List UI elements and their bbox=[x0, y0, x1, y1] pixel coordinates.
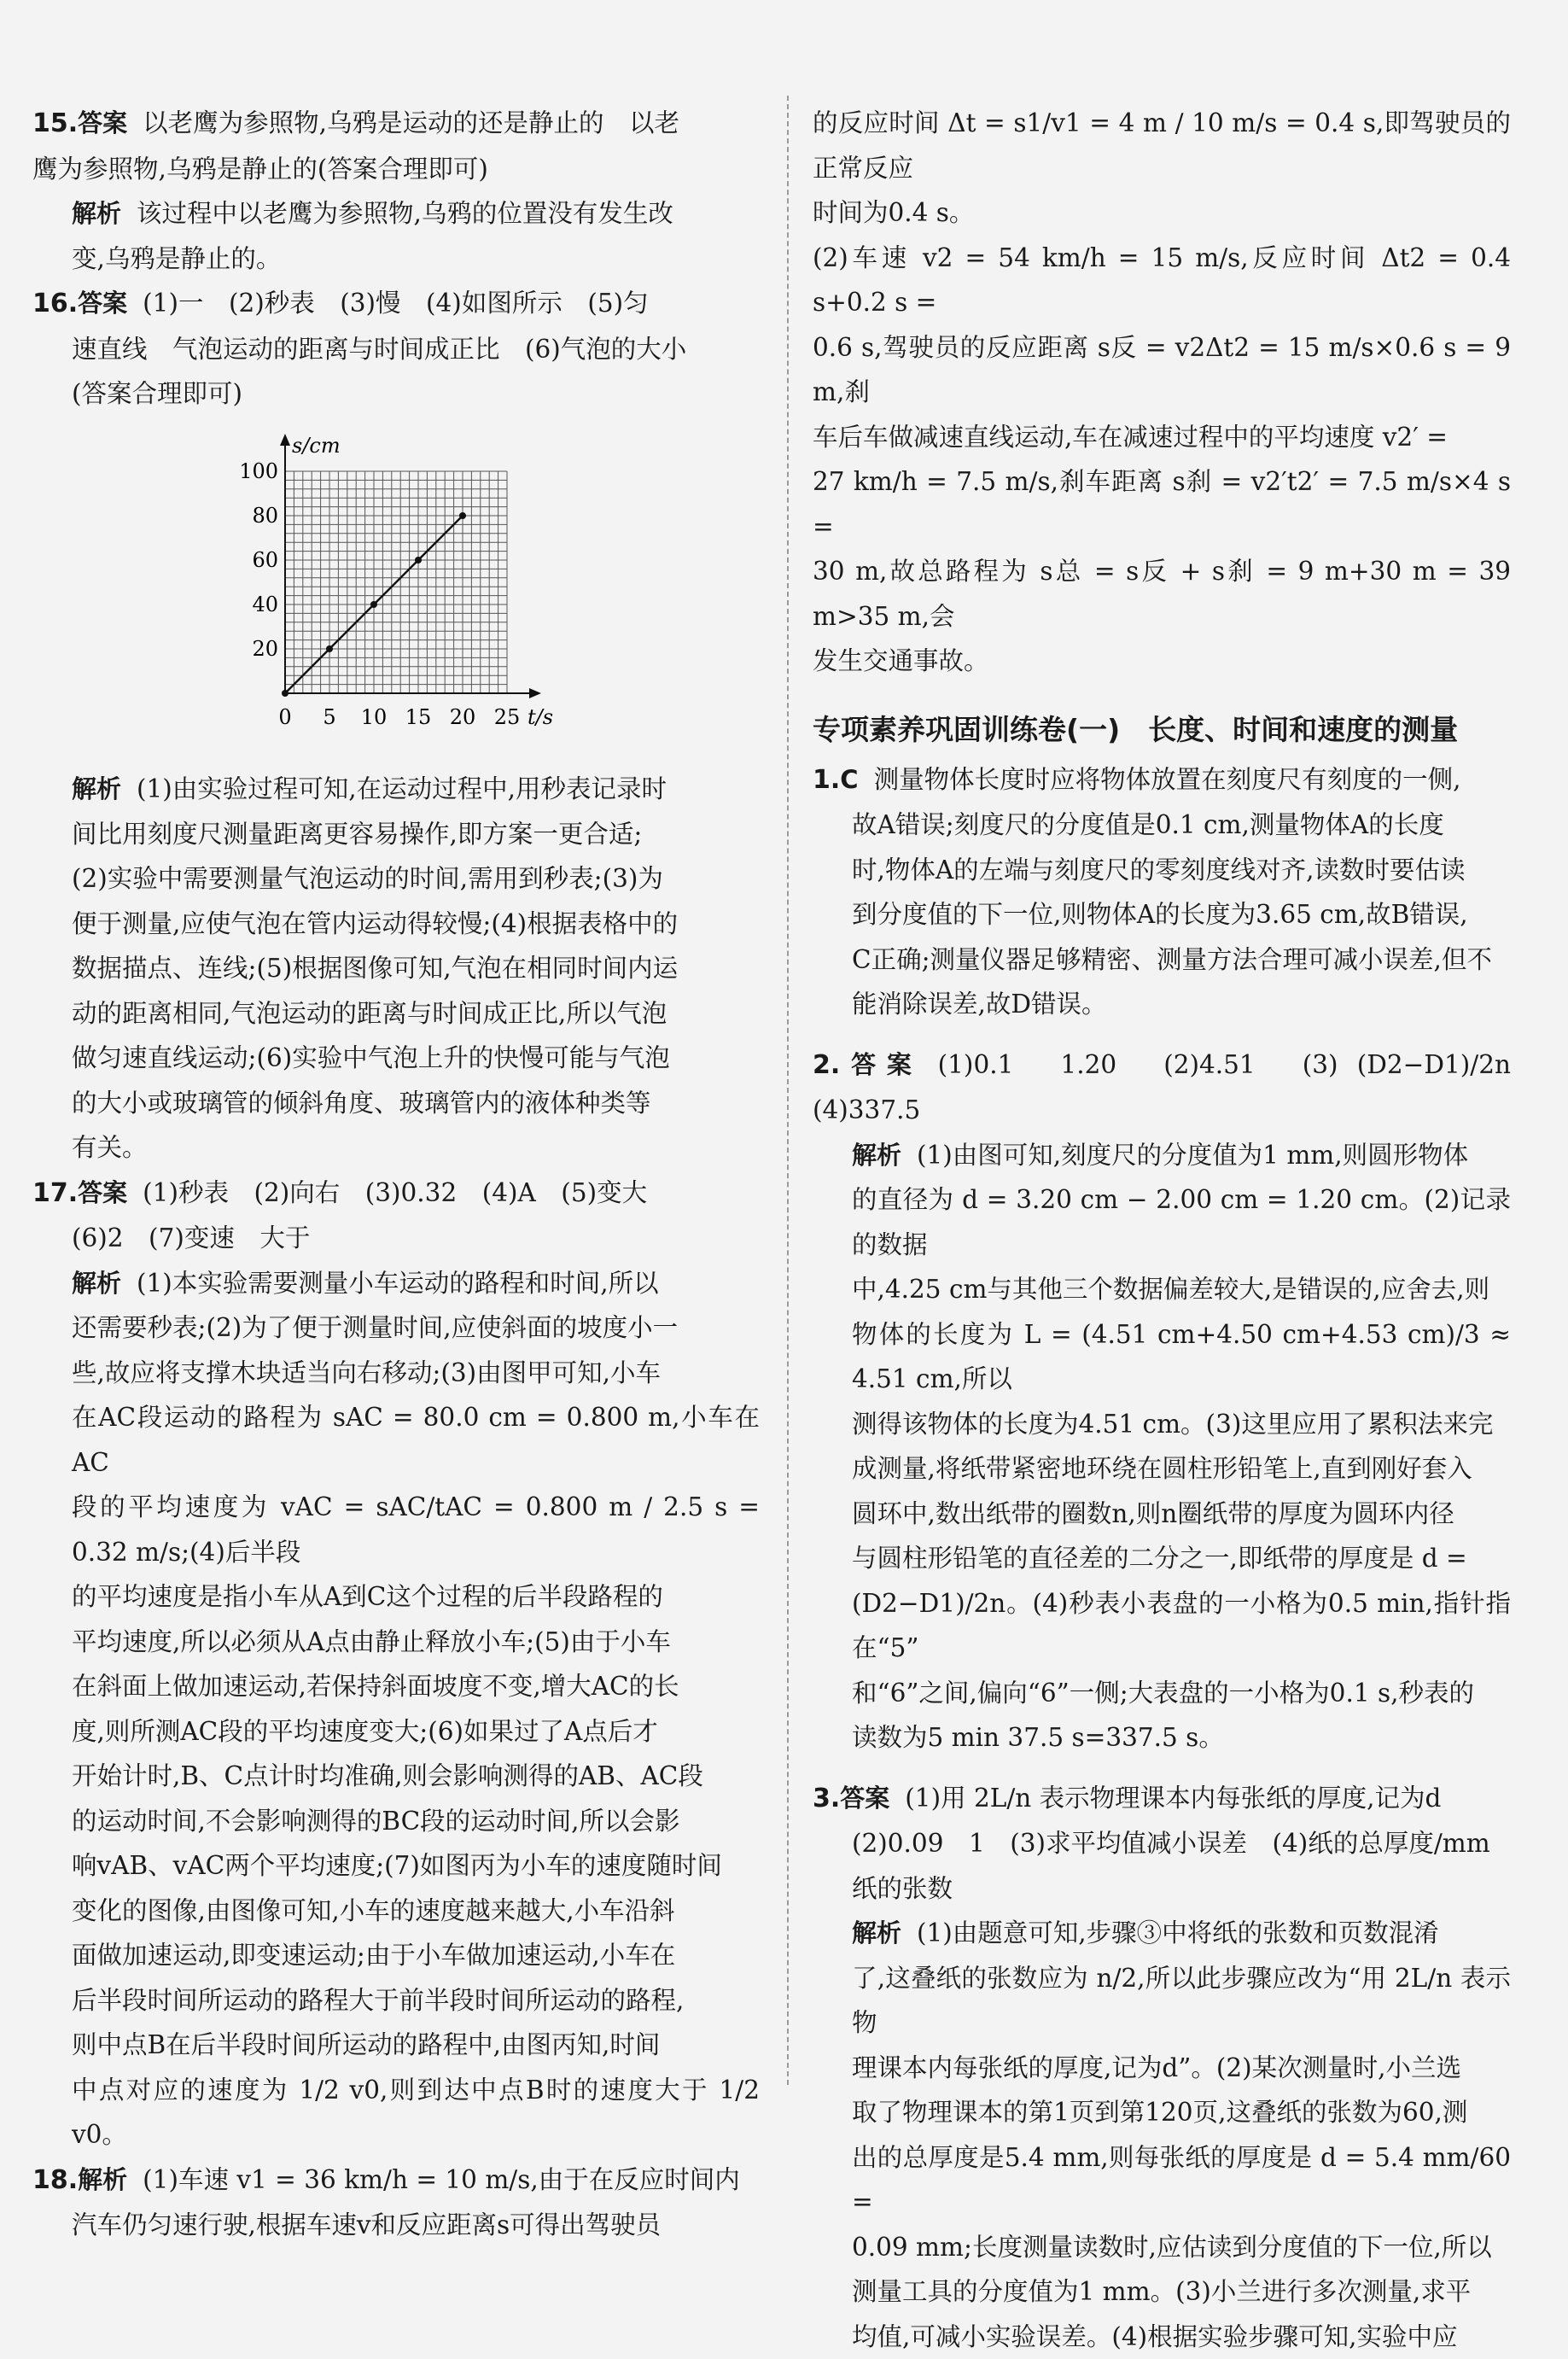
s3-analysis-label: 解析 bbox=[852, 1918, 901, 1947]
q18-continued-line: 的反应时间 Δt = s1/v1 = 4 m / 10 m/s = 0.4 s,即驾驶员的正常反应 bbox=[813, 101, 1511, 190]
s1-line: 时,物体A的左端与刻度尺的零刻度线对齐,读数时要估读 bbox=[813, 848, 1511, 893]
x-tick-label: 10 bbox=[361, 705, 388, 729]
q16-answer-line-1: (1)一 (2)秒表 (3)慢 (4)如图所示 (5)匀 bbox=[143, 289, 648, 318]
s3-analysis-line: 理课本内每张纸的厚度,记为d”。(2)某次测量时,小兰选 bbox=[813, 2046, 1511, 2091]
y-tick-label: 40 bbox=[252, 593, 278, 616]
q17-analysis-line: 在AC段运动的路程为 sAC = 80.0 cm = 0.800 m,小车在AC bbox=[32, 1395, 760, 1485]
s2-analysis-line: 成测量,将纸带紧密地环绕在圆柱形铅笔上,直到刚好套入 bbox=[813, 1446, 1511, 1492]
q16-analysis-line: 的大小或玻璃管的倾斜角度、玻璃管内的液体种类等 bbox=[32, 1081, 760, 1126]
spacer bbox=[813, 1027, 1511, 1042]
q16-answer-line-3: (答案合理即可) bbox=[32, 371, 760, 417]
data-point bbox=[282, 690, 289, 697]
q16-answer bbox=[32, 281, 760, 327]
section-title: 专项素养巩固训练卷(一) 长度、时间和速度的测量 bbox=[813, 706, 1511, 754]
q18-continued-line: 0.6 s,驾驶员的反应距离 s反 = v2Δt2 = 15 m/s×0.6 s = 9 m,刹 bbox=[813, 325, 1511, 415]
s3-answer-line-3: 纸的张数 bbox=[813, 1866, 1511, 1912]
right-column bbox=[813, 101, 1511, 2359]
s3-analysis-line: (1)由题意可知,步骤③中将纸的张数和页数混淆 bbox=[917, 1918, 1439, 1947]
q17-answer bbox=[32, 1171, 760, 1217]
s1-line: 故A错误;刻度尺的分度值是0.1 cm,测量物体A的长度 bbox=[813, 803, 1511, 848]
s1-line: C正确;测量仪器足够精密、测量方法合理可减小误差,但不 bbox=[813, 937, 1511, 983]
q18-continued-line: 27 km/h = 7.5 m/s,刹车距离 s刹 = v2′t2′ = 7.5 m/s×4 s = bbox=[813, 459, 1511, 549]
q15-analysis-line-1: 该过程中以老鹰为参照物,乌鸦的位置没有发生改 bbox=[137, 199, 673, 228]
s3-answer-label: 答案 bbox=[840, 1784, 889, 1813]
q17-analysis-label: 解析 bbox=[72, 1269, 121, 1298]
y-axis-label: s/cm bbox=[292, 434, 341, 458]
q15-answer-label: 答案 bbox=[78, 108, 127, 137]
q17-analysis-line: 度,则所测AC段的平均速度变大;(6)如果过了A点后才 bbox=[32, 1709, 760, 1755]
q15-number: 15. bbox=[32, 108, 78, 138]
data-point bbox=[370, 601, 377, 608]
y-tick-label: 80 bbox=[252, 504, 278, 528]
q17-analysis-line: 在斜面上做加速运动,若保持斜面坡度不变,增大AC的长 bbox=[32, 1664, 760, 1709]
column-divider bbox=[787, 96, 789, 2085]
q18-continued-line: 车后车做减速直线运动,车在减速过程中的平均速度 v2′ = bbox=[813, 415, 1511, 460]
q17-analysis-line: 段的平均速度为 vAC = sAC/tAC = 0.800 m / 2.5 s = 0.32 m/s;(4)后半段 bbox=[32, 1485, 760, 1574]
s2-analysis-line: 测得该物体的长度为4.51 cm。(3)这里应用了累积法来完 bbox=[813, 1402, 1511, 1447]
s3-answer-line-1: (1)用 2L/n 表示物理课本内每张纸的厚度,记为d bbox=[905, 1784, 1441, 1813]
s2-analysis-line: 物体的长度为 L = (4.51 cm+4.50 cm+4.53 cm)/3 ≈ 4.51 cm,所以 bbox=[813, 1312, 1511, 1402]
q16-analysis-line: (1)由实验过程可知,在运动过程中,用秒表记录时 bbox=[137, 774, 667, 803]
s1-line: 到分度值的下一位,则物体A的长度为3.65 cm,故B错误, bbox=[813, 892, 1511, 937]
q18-number: 18. bbox=[32, 2165, 78, 2195]
x-axis-arrow bbox=[529, 688, 541, 698]
q16-analysis-line: 间比用刻度尺测量距离更容易操作,即方案一更合适; bbox=[32, 812, 760, 857]
s3-answer bbox=[813, 1776, 1511, 1822]
q17-answer-line-1: (1)秒表 (2)向右 (3)0.32 (4)A (5)变大 bbox=[143, 1178, 647, 1207]
q16-analysis-line: (2)实验中需要测量气泡运动的时间,需用到秒表;(3)为 bbox=[32, 856, 760, 902]
s1-line: 能消除误差,故D错误。 bbox=[813, 982, 1511, 1027]
s3-answer-line-2: (2)0.09 1 (3)求平均值减小误差 (4)纸的总厚度/mm bbox=[813, 1821, 1511, 1866]
x-axis-label: t/s bbox=[528, 705, 553, 729]
q15-answer-line-1: 以老鹰为参照物,乌鸦是运动的还是静止的 以老 bbox=[143, 108, 679, 137]
s2-analysis-line: 中,4.25 cm与其他三个数据偏差较大,是错误的,应舍去,则 bbox=[813, 1267, 1511, 1312]
s3-analysis-line: 0.09 mm;长度测量读数时,应估读到分度值的下一位,所以 bbox=[813, 2225, 1511, 2270]
s3-analysis-line: 了,这叠纸的张数应为 n/2,所以此步骤应改为“用 2L/n 表示物 bbox=[813, 1956, 1511, 2046]
x-tick-label: 20 bbox=[450, 705, 476, 729]
q17-analysis-line: 响vAB、vAC两个平均速度;(7)如图丙为小车的速度随时间 bbox=[32, 1843, 760, 1889]
s3-analysis-line: 出的总厚度是5.4 mm,则每张纸的厚度是 d = 5.4 mm/60 = bbox=[813, 2135, 1511, 2225]
s1-answer-choice: C bbox=[840, 765, 858, 794]
s2-answer-label: 答案 bbox=[840, 1050, 922, 1079]
q17-analysis-line: 后半段时间所运动的路程大于前半段时间所运动的路程, bbox=[32, 1978, 760, 2023]
q17-answer-label: 答案 bbox=[78, 1178, 127, 1207]
s2-analysis-line: 圆环中,数出纸带的圈数n,则n圈纸带的厚度为圆环内径 bbox=[813, 1492, 1511, 1537]
q17-analysis-line: 开始计时,B、C点计时均准确,则会影响测得的AB、AC段 bbox=[32, 1754, 760, 1799]
s3-analysis bbox=[813, 1911, 1511, 1956]
s2-answer bbox=[813, 1042, 1511, 1133]
x-tick-label: 0 bbox=[278, 705, 291, 729]
q18-continued-line: 发生交通事故。 bbox=[813, 639, 1511, 684]
x-tick-label: 25 bbox=[494, 705, 521, 729]
q15-analysis-label: 解析 bbox=[72, 199, 121, 228]
s2-analysis bbox=[813, 1133, 1511, 1178]
q16-analysis-label: 解析 bbox=[72, 774, 121, 803]
s1-line: 测量物体长度时应将物体放置在刻度尺有刻度的一侧, bbox=[874, 765, 1461, 794]
q17-analysis-line: 平均速度,所以必须从A点由静止释放小车;(5)由于小车 bbox=[32, 1620, 760, 1665]
q18-analysis bbox=[32, 2158, 760, 2204]
q16-analysis bbox=[32, 767, 760, 812]
q16-chart-container bbox=[32, 422, 760, 761]
q17-analysis bbox=[32, 1261, 760, 1306]
q17-analysis-line: (1)本实验需要测量小车运动的路程和时间,所以 bbox=[137, 1269, 659, 1298]
q17-analysis-line: 的运动时间,不会影响测得的BC段的运动时间,所以会影 bbox=[32, 1799, 760, 1844]
s3-number: 3. bbox=[813, 1784, 840, 1813]
s2-analysis-line: (D2−D1)/2n。(4)秒表小表盘的一小格为0.5 min,指针指在“5” bbox=[813, 1581, 1511, 1671]
data-point bbox=[415, 557, 422, 563]
y-axis-arrow bbox=[280, 434, 290, 446]
s2-analysis-line: 的直径为 d = 3.20 cm − 2.00 cm = 1.20 cm。(2)记录的数据 bbox=[813, 1177, 1511, 1267]
y-tick-label: 100 bbox=[239, 459, 278, 483]
s2-analysis-line: 读数为5 min 37.5 s=337.5 s。 bbox=[813, 1715, 1511, 1760]
spacer bbox=[813, 1760, 1511, 1776]
q17-analysis-line: 变化的图像,由图像可知,小车的速度越来越大,小车沿斜 bbox=[32, 1889, 760, 1934]
q18-continued-line: 时间为0.4 s。 bbox=[813, 190, 1511, 236]
left-column bbox=[32, 101, 760, 2248]
q17-analysis-line: 些,故应将支撑木块适当向右移动;(3)由图甲可知,小车 bbox=[32, 1351, 760, 1396]
q15-answer bbox=[32, 101, 760, 147]
s2-analysis-label: 解析 bbox=[852, 1141, 901, 1170]
data-point bbox=[326, 645, 333, 652]
q16-analysis-line: 数据描点、连线;(5)根据图像可知,气泡在相同时间内运 bbox=[32, 946, 760, 991]
q15-analysis-line-2: 变,乌鸦是静止的。 bbox=[32, 236, 760, 282]
s2-analysis-line: (1)由图可知,刻度尺的分度值为1 mm,则圆形物体 bbox=[917, 1141, 1468, 1170]
q17-analysis-line: 中点对应的速度为 1/2 v0,则到达中点B时的速度大于 1/2 v0。 bbox=[32, 2068, 760, 2158]
q17-analysis-line: 面做加速运动,即变速运动;由于小车做加速运动,小车在 bbox=[32, 1933, 760, 1978]
q15-analysis bbox=[32, 191, 760, 236]
q18-continued-line: 30 m,故总路程为 s总 = s反 + s刹 = 9 m+30 m = 39 m>35 m,会 bbox=[813, 549, 1511, 639]
s2-number: 2. bbox=[813, 1050, 840, 1080]
y-tick-label: 60 bbox=[252, 548, 278, 572]
data-point bbox=[459, 512, 466, 519]
q17-answer-line-2: (6)2 (7)变速 大于 bbox=[32, 1216, 760, 1261]
q18-analysis-line-1: (1)车速 v1 = 36 km/h = 10 m/s,由于在反应时间内 bbox=[143, 2165, 740, 2194]
q18-continued-line: (2)车速 v2 = 54 km/h = 15 m/s,反应时间 Δt2 = 0.4 s+0.2 s = bbox=[813, 236, 1511, 325]
q18-analysis-label: 解析 bbox=[78, 2165, 127, 2194]
q17-number: 17. bbox=[32, 1178, 78, 1208]
s1-number: 1. bbox=[813, 765, 840, 795]
x-tick-label: 5 bbox=[323, 705, 335, 729]
x-tick-label: 15 bbox=[405, 705, 432, 729]
q17-analysis-line: 则中点B在后半段时间所运动的路程中,由图丙知,时间 bbox=[32, 2023, 760, 2068]
q16-analysis-line: 有关。 bbox=[32, 1125, 760, 1171]
s3-analysis-line: 均值,可减小实验误差。(4)根据实验步骤可知,实验中应 bbox=[813, 2315, 1511, 2359]
y-tick-label: 20 bbox=[252, 637, 278, 661]
s3-analysis-line: 测量工具的分度值为1 mm。(3)小兰进行多次测量,求平 bbox=[813, 2269, 1511, 2315]
q16-distance-time-chart bbox=[237, 422, 545, 746]
q16-analysis-line: 做匀速直线运动;(6)实验中气泡上升的快慢可能与气泡 bbox=[32, 1036, 760, 1081]
s3-analysis-line: 取了物理课本的第1页到第120页,这叠纸的张数为60,测 bbox=[813, 2090, 1511, 2135]
q17-analysis-line: 还需要秒表;(2)为了便于测量时间,应使斜面的坡度小一 bbox=[32, 1305, 760, 1351]
q16-answer-line-2: 速直线 气泡运动的距离与时间成正比 (6)气泡的大小 bbox=[32, 327, 760, 372]
s1-answer bbox=[813, 757, 1511, 803]
s2-answer-text: (1)0.1 1.20 (2)4.51 (3) (D2−D1)/2n (4)337.5 bbox=[813, 1050, 1536, 1125]
q16-analysis-line: 动的距离相同,气泡运动的距离与时间成正比,所以气泡 bbox=[32, 991, 760, 1036]
q16-analysis-line: 便于测量,应使气泡在管内运动得较慢;(4)根据表格中的 bbox=[32, 902, 760, 947]
q15-answer-line-2: 鹰为参照物,乌鸦是静止的(答案合理即可) bbox=[32, 147, 760, 192]
q17-analysis-line: 的平均速度是指小车从A到C这个过程的后半段路程的 bbox=[32, 1574, 760, 1620]
q16-number: 16. bbox=[32, 289, 78, 318]
q18-analysis-line-2: 汽车仍匀速行驶,根据车速v和反应距离s可得出驾驶员 bbox=[32, 2203, 760, 2248]
s2-analysis-line: 与圆柱形铅笔的直径差的二分之一,即纸带的厚度是 d = bbox=[813, 1536, 1511, 1581]
s2-analysis-line: 和“6”之间,偏向“6”一侧;大表盘的一小格为0.1 s,秒表的 bbox=[813, 1671, 1511, 1716]
q16-answer-label: 答案 bbox=[78, 289, 127, 318]
